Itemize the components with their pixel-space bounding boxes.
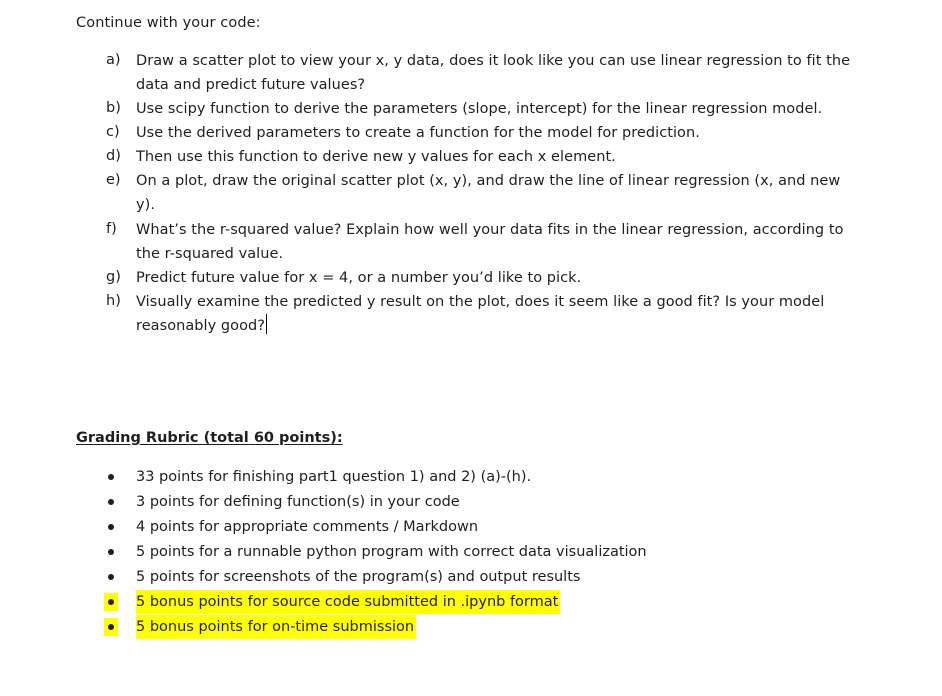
bullet-icon [108, 574, 114, 580]
bullet-icon [108, 599, 114, 605]
bullet-icon [108, 624, 114, 630]
step-text: Draw a scatter plot to view your x, y data, does it look like you can use linear regression to fit the data and predict future values? [136, 53, 851, 93]
text-cursor [266, 314, 267, 334]
rubric-item-text: 4 points for appropriate comments / Markdown [136, 519, 479, 535]
rubric-item-text: 5 bonus points for source code submitted in .ipynb format [136, 590, 560, 614]
rubric-item [0, 515, 942, 540]
rubric-item [0, 490, 942, 515]
step-text: Use scipy function to derive the parameters (slope, intercept) for the linear regression model. [136, 101, 823, 117]
step-text: Use the derived parameters to create a function for the model for prediction. [136, 125, 700, 141]
rubric-item-text: 5 points for screenshots of the program(s) and output results [136, 569, 581, 585]
step-marker: c) [106, 124, 120, 140]
rubric-item-highlighted [0, 590, 942, 615]
rubric-item-text: 5 points for a runnable python program with correct data visualization [136, 544, 647, 560]
step-text: Then use this function to derive new y values for each x element. [136, 149, 616, 165]
rubric-item [0, 565, 942, 590]
step-text[interactable] [136, 290, 856, 338]
bullet-icon [108, 524, 114, 530]
rubric-item [0, 465, 942, 490]
rubric-item-text: 5 bonus points for on-time submission [136, 615, 416, 639]
rubric-item-highlighted [0, 615, 942, 640]
step-text: What’s the r-squared value? Explain how well your data fits in the linear regression, according to the r-squared value. [136, 222, 844, 262]
step-marker: a) [106, 52, 121, 68]
rubric-item-text: 3 points for defining function(s) in your code [136, 494, 460, 510]
step-marker: d) [106, 148, 121, 164]
step-marker: g) [106, 269, 121, 285]
intro-text: Continue with your code: [76, 15, 261, 31]
rubric-item [0, 540, 942, 565]
step-marker: b) [106, 100, 121, 116]
step-marker: h) [106, 293, 121, 309]
bullet-icon [108, 549, 114, 555]
bullet-icon [108, 474, 114, 480]
rubric-item-text: 33 points for finishing part1 question 1) and 2) (a)-(h). [136, 469, 532, 485]
step-text-content: Visually examine the predicted y result on the plot, does it seem like a good fit? Is your model reasonably good? [136, 294, 825, 334]
step-marker: e) [106, 172, 121, 188]
step-text: On a plot, draw the original scatter plot (x, y), and draw the line of linear regression (x, and new y). [136, 173, 841, 213]
step-text: Predict future value for x = 4, or a number you’d like to pick. [136, 270, 582, 286]
bullet-icon [108, 499, 114, 505]
rubric-title: Grading Rubric (total 60 points): [76, 430, 343, 446]
step-marker: f) [106, 221, 117, 237]
